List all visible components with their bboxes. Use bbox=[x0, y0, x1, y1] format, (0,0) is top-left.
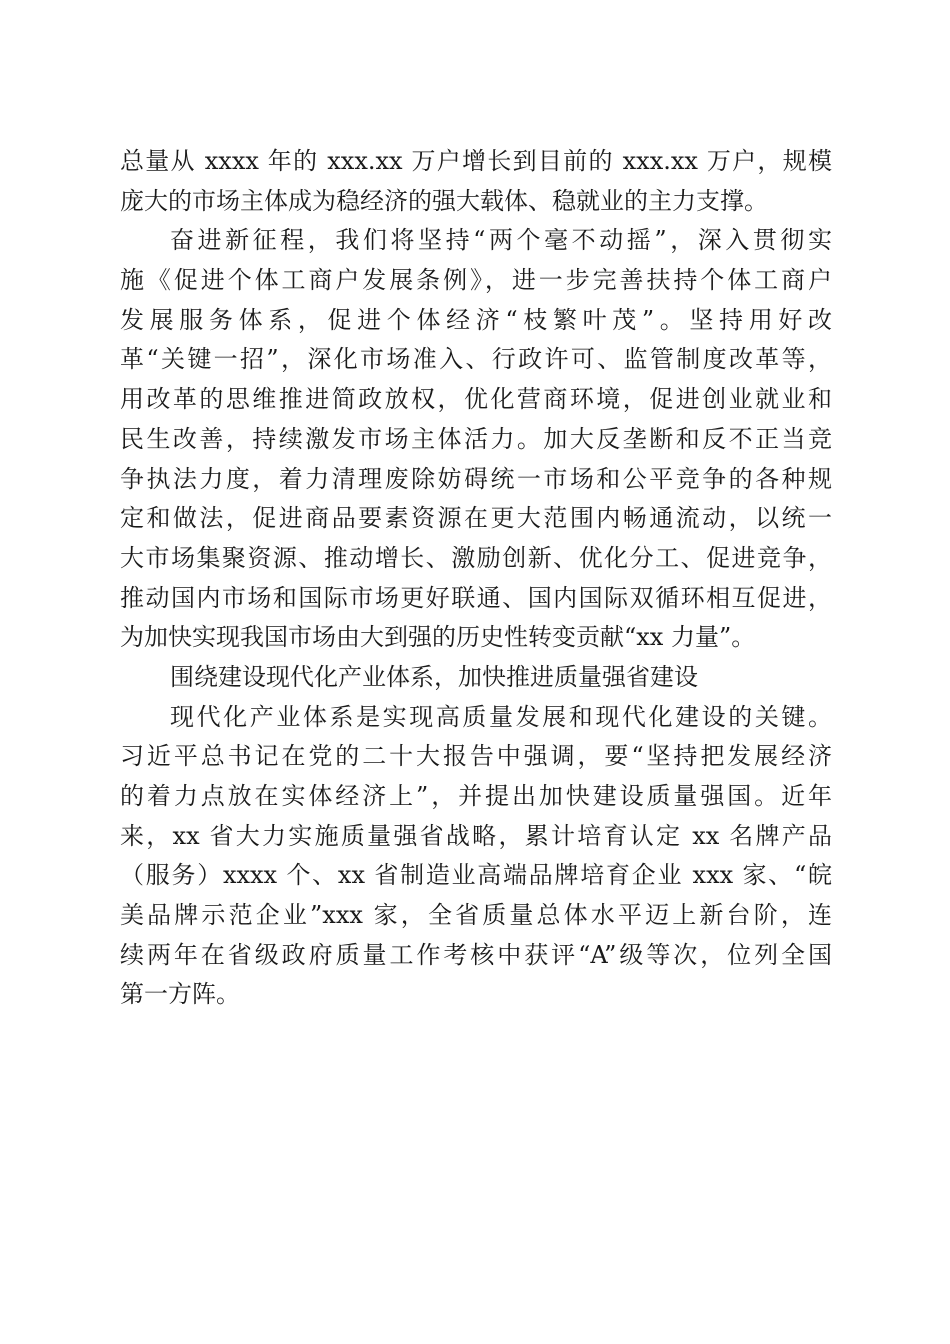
section-heading: 围绕建设现代化产业体系，加快推进质量强省建设 bbox=[170, 662, 698, 691]
paragraph-2-line-11: 为加快实现我国市场由大到强的历史性转变贡献“xx 力量”。 bbox=[120, 623, 756, 652]
paragraph-2-line-9: 大市场集聚资源、推动增长、激励创新、优化分工、促进竞争， bbox=[120, 543, 832, 572]
paragraph-3-line-4: 来，xx 省大力实施质量强省战略，累计培育认定 xx 名牌产品 bbox=[120, 821, 832, 850]
paragraph-1-line-2: 庞大的市场主体成为稳经济的强大载体、稳就业的主力支撑。 bbox=[120, 186, 768, 215]
paragraph-3-line-5: （服务）xxxx 个、xx 省制造业高端品牌培育企业 xxx 家、“皖 bbox=[120, 861, 832, 890]
paragraph-3-line-7: 续两年在省级政府质量工作考核中获评“A”级等次，位列全国 bbox=[120, 940, 832, 969]
paragraph-2-line-8: 定和做法，促进商品要素资源在更大范围内畅通流动，以统一 bbox=[120, 504, 832, 533]
paragraph-3-line-2: 习近平总书记在党的二十大报告中强调，要“坚持把发展经济 bbox=[120, 742, 832, 771]
paragraph-3-line-6: 美品牌示范企业”xxx 家，全省质量总体水平迈上新台阶，连 bbox=[120, 901, 832, 930]
paragraph-3-line-1: 现代化产业体系是实现高质量发展和现代化建设的关键。 bbox=[170, 702, 832, 731]
paragraph-2-line-2: 施《促进个体工商户发展条例》，进一步完善扶持个体工商户 bbox=[120, 266, 832, 295]
paragraph-3-line-8: 第一方阵。 bbox=[120, 980, 240, 1009]
paragraph-2-line-7: 争执法力度，着力清理废除妨碍统一市场和公平竞争的各种规 bbox=[120, 464, 832, 493]
paragraph-1-line-1: 总量从 xxxx 年的 xxx.xx 万户增长到目前的 xxx.xx 万户，规模 bbox=[120, 147, 832, 175]
paragraph-2-line-6: 民生改善，持续激发市场主体活力。加大反垄断和反不正当竞 bbox=[120, 424, 832, 453]
document-body bbox=[120, 142, 832, 1015]
paragraph-2-line-1: 奋进新征程，我们将坚持“两个毫不动摇”，深入贯彻实 bbox=[170, 226, 832, 255]
paragraph-3-line-3: 的着力点放在实体经济上”，并提出加快建设质量强国。近年 bbox=[120, 782, 832, 810]
paragraph-2-line-4: 革“关键一招”，深化市场准入、行政许可、监管制度改革等， bbox=[120, 345, 832, 374]
paragraph-2-line-10: 推动国内市场和国际市场更好联通、国内国际双循环相互促进， bbox=[120, 583, 832, 612]
paragraph-2-line-5: 用改革的思维推进简政放权，优化营商环境，促进创业就业和 bbox=[120, 385, 832, 414]
paragraph-2-line-3: 发展服务体系，促进个体经济“枝繁叶茂”。坚持用好改 bbox=[120, 305, 832, 334]
